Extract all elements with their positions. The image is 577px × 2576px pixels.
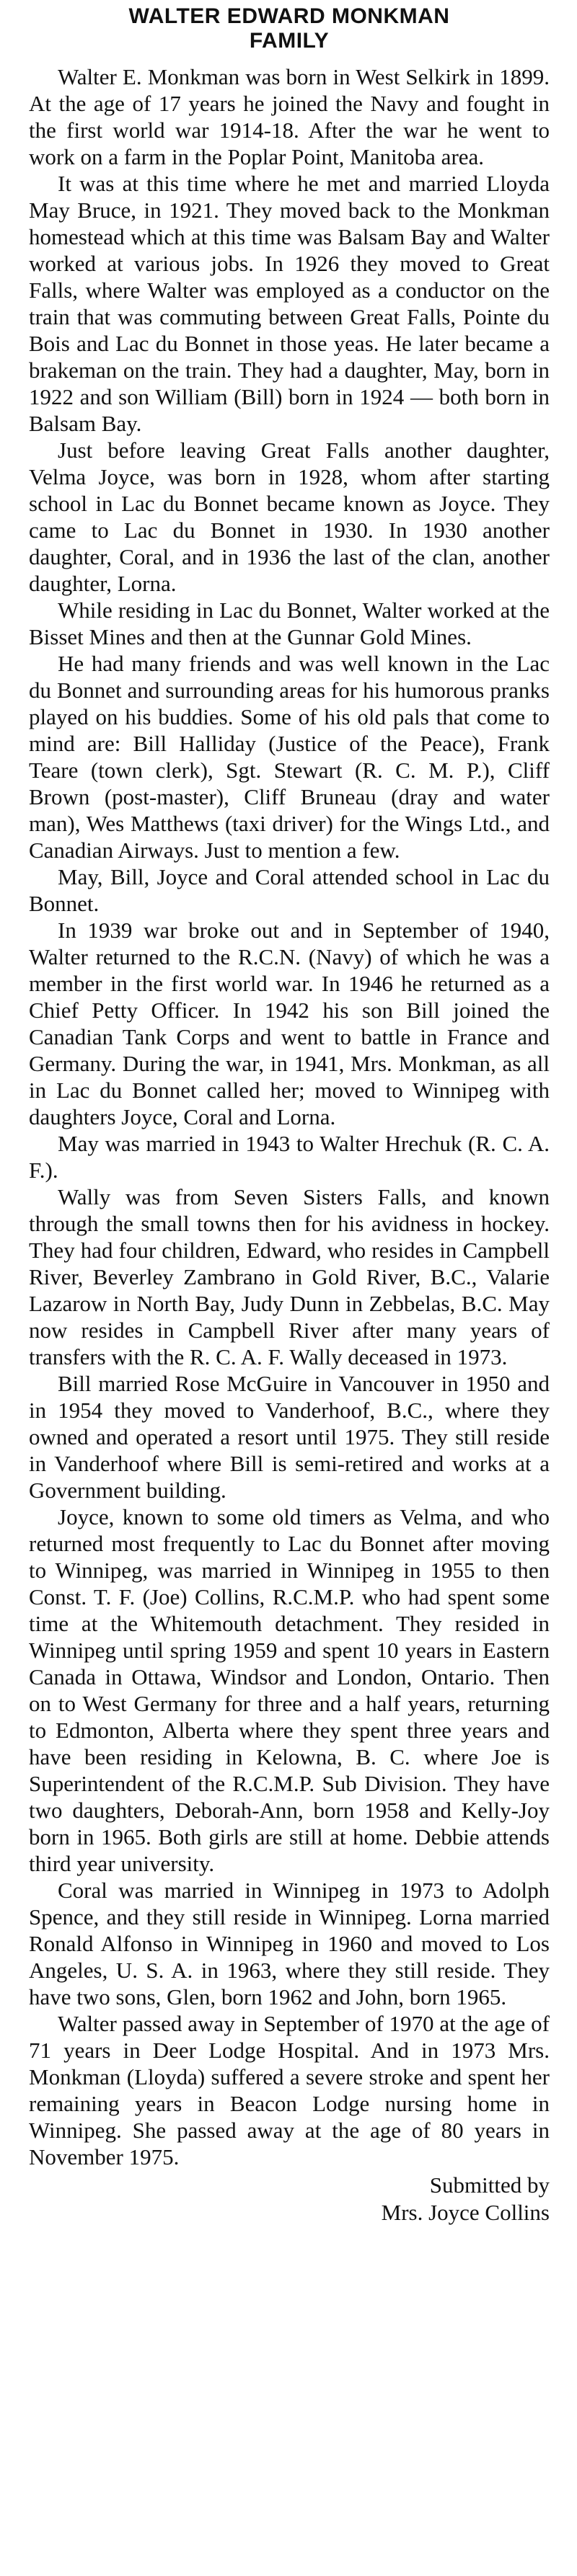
title-line-2: FAMILY — [249, 29, 330, 53]
paragraph-9: Wally was from Seven Sisters Falls, and known through the small towns then for his avidness in hockey. They had four children, Edward, who resides in Campbell River, Beverley Zambrano in Gold River, B.C., Valarie Lazarow in North Bay, Judy Dunn in Zebbelas, B.C. May now resides in Campbell River after many years of transfers with the R. C. A. F. Wally deceased in 1973. — [29, 1184, 550, 1369]
paragraph-1: Walter E. Monkman was born in West Selkirk in 1899. At the age of 17 years he joined the Navy and fought in the first world war 1914-18. After the war he went to work on a farm in the Poplar Point, Manitoba area. — [29, 64, 550, 169]
paragraph-10: Bill married Rose McGuire in Vancouver in 1950 and in 1954 they moved to Vanderhoof, B.C., where they owned and operated a resort until 1975. They still reside in Vanderhoof where Bill is semi-retired and works at a Government building. — [29, 1371, 550, 1503]
paragraph-6: May, Bill, Joyce and Coral attended school in Lac du Bonnet. — [29, 864, 550, 916]
paragraph-13: Walter passed away in September of 1970 at the age of 71 years in Deer Lodge Hospital. And in 1973 Mrs. Monkman (Lloyda) suffered a severe stroke and spent her remaining years in Beacon Lodge nursing home in Winnipeg. She passed away at the age of 80 years in November 1975. — [29, 2011, 550, 2169]
signature-submitted-by: Submitted by — [429, 2172, 550, 2198]
paragraph-12: Coral was married in Winnipeg in 1973 to Adolph Spence, and they still reside in Winnipeg. Lorna married Ronald Alfonso in Winnipeg in 1960 and moved to Los Angeles, U. S. A. in 1963, where they still reside. They have two sons, Glen, born 1962 and John, born 1965. — [29, 1878, 550, 2009]
signature-block — [29, 2172, 550, 2226]
paragraph-7: In 1939 war broke out and in September of 1940, Walter returned to the R.C.N. (Navy) of which he was a member in the first world war. In 1946 he returned as a Chief Petty Officer. In 1942 his son Bill joined the Canadian Tank Corps and went to battle in France and Germany. During the war, in 1941, Mrs. Monkman, as all in Lac du Bonnet called her; moved to Winnipeg with daughters Joyce, Coral and Lorna. — [29, 918, 550, 1129]
signature-name: Mrs. Joyce Collins — [381, 2200, 550, 2225]
paragraph-2: It was at this time where he met and married Lloyda May Bruce, in 1921. They moved back to the Monkman homestead which at this time was Balsam Bay and Walter worked at various jobs. In 1926 they moved to Great Falls, where Walter was employed as a conductor on the train that was commuting between Great Falls, Pointe du Bois and Lac du Bonnet in those yeas. He later became a brakeman on the train. They had a daughter, May, born in 1922 and son William (Bill) born in 1924 — both born in Balsam Bay. — [29, 171, 550, 436]
paragraph-11: Joyce, known to some old timers as Velma, and who returned most frequently to Lac du Bonnet after moving to Winnipeg, was married in Winnipeg in 1955 to then Const. T. F. (Joe) Collins, R.C.M.P. who had spent some time at the Whitemouth detachment. They resided in Winnipeg until spring 1959 and spent 10 years in Eastern Canada in Ottawa, Windsor and London, Ontario. Then on to West Germany for three and a half years, returning to Edmonton, Alberta where they spent three years and have been residing in Kelowna, B. C. where Joe is Superintendent of the R.C.M.P. Sub Division. They have two daughters, Deborah-Ann, born 1958 and Kelly-Joy born in 1965. Both girls are still at home. Debbie attends third year university. — [29, 1504, 550, 1876]
paragraph-8: May was married in 1943 to Walter Hrechuk (R. C. A. F.). — [29, 1131, 550, 1183]
paragraph-3: Just before leaving Great Falls another daughter, Velma Joyce, was born in 1928, whom after starting school in Lac du Bonnet became known as Joyce. They came to Lac du Bonnet in 1930. In 1930 another daughter, Coral, and in 1936 the last of the clan, another daughter, Lorna. — [29, 438, 550, 596]
paragraph-4: While residing in Lac du Bonnet, Walter worked at the Bisset Mines and then at the Gunnar Gold Mines. — [29, 598, 550, 649]
article-body — [29, 63, 550, 2170]
document-title — [29, 4, 550, 53]
paragraph-5: He had many friends and was well known in the Lac du Bonnet and surrounding areas for his humorous pranks played on his buddies. Some of his old pals that come to mind are: Bill Halliday (Justice of the Peace), Frank Teare (town clerk), Sgt. Stewart (R. C. M. P.), Cliff Brown (post-master), Cliff Bruneau (dray and water man), Wes Matthews (taxi driver) for the Wings Ltd., and Canadian Airways. Just to mention a few. — [29, 651, 550, 863]
title-line-1: WALTER EDWARD MONKMAN — [128, 4, 450, 28]
